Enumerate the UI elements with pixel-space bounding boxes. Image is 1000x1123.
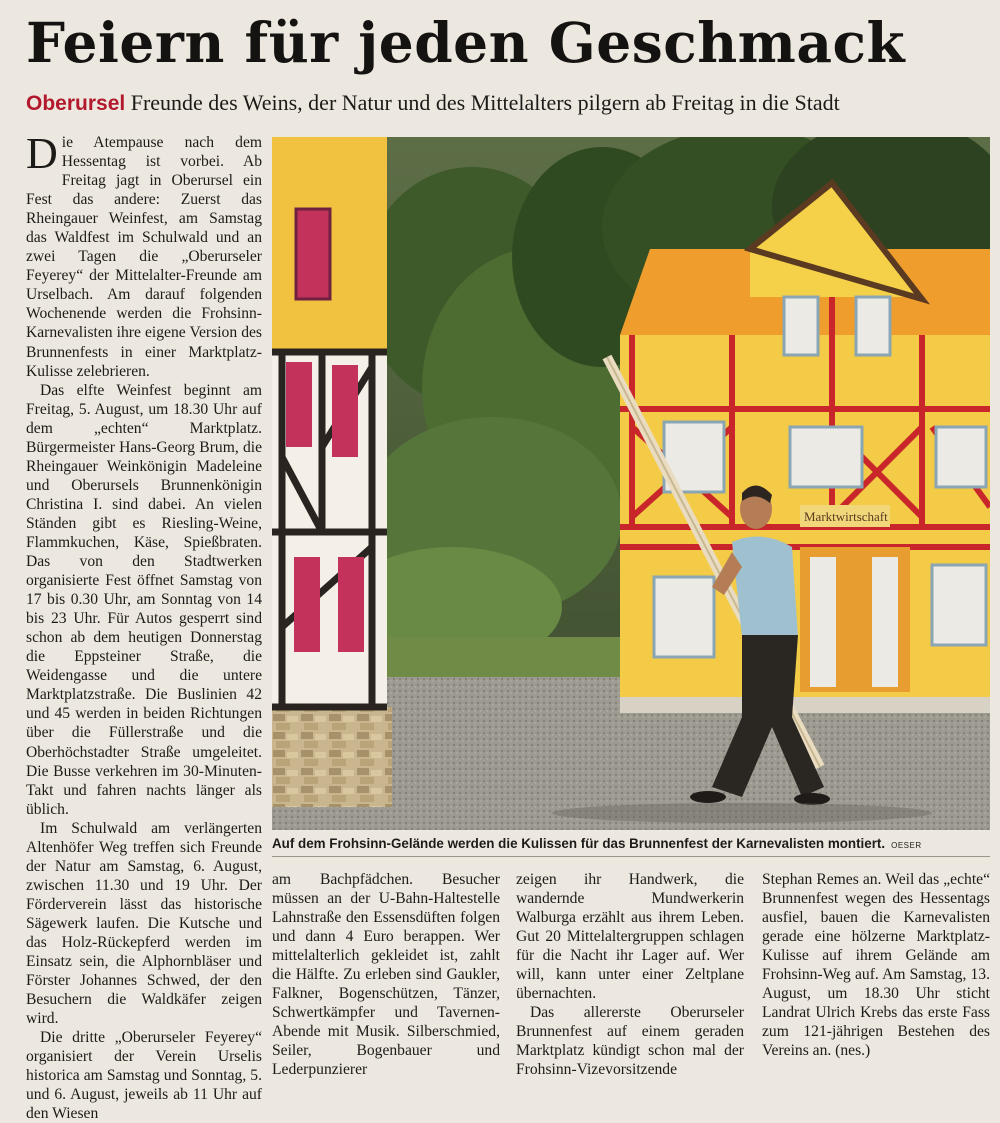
right-house-facade [620, 183, 990, 713]
paragraph: Das elfte Weinfest beginnt am Freitag, 5. August, um 18.30 Uhr auf dem „echten“ Marktplatz. Bürgermeister Hans-Georg Brum, die Rheingauer Weinkönigin Madeleine und Oberursels Brunnenkönigin Christina I. sind dabei. An vielen Ständen gibt es Riesling-Weine, Flammkuchen, Käse, Spießbraten. Das von den Stadtwerken organisierte Fest öffnet Samstag von 17 bis 0.30 Uhr, am Sonntag von 14 bis 23 Uhr. Für Autos gesperrt sind schon ab dem heutigen Donnerstag die Eppsteiner Straße, die Weidengasse und die untere Marktplatzstraße. Die Buslinien 42 und 45 werden in beiden Richtungen über die Füllerstraße und die Oberhöchstadter Straße umgeleitet. Die Busse verkehren im 30-Minuten-Takt und fahren nachts länger als üblich. [26, 381, 262, 818]
paragraph: Im Schulwald am verlängerten Altenhöfer Weg treffen sich Freunde der Natur am Samstag, 6. August, zwischen 11.30 und 19 Uhr. Der Förderverein lässt das historische Sägewerk laufen. Die Kutsche und das Holz-Rückepferd werden im Einsatz sein, die Alphornbläser und Förster Johannes Schwed, der den Besuchern die Waldkäfer zeigen wird. [26, 819, 262, 1028]
caption-divider [272, 856, 990, 857]
news-photo [272, 137, 990, 830]
text-column-2 [272, 870, 500, 1080]
facade-sign: Marktwirtschaft [804, 509, 888, 524]
photo-illustration [272, 137, 990, 830]
text-column-4 [762, 870, 990, 1060]
text-column-1 [26, 129, 262, 1123]
photo-credit: OESER [891, 841, 922, 850]
paragraph: Stephan Remes an. Weil das „echte“ Brunnenfest wegen des Hessentags ausfiel, bauen die Karnevalisten gerade eine hölzerne Marktplatz-Kulisse auf ihrem Gelände am Frohsinn-Weg auf. Am Samstag, 13. August, um 18.30 Uhr sticht Landrat Ulrich Krebs das erste Fass zum 121-jährigen Bestehen des Vereins an. (nes.) [762, 871, 990, 1060]
left-house-facade [272, 137, 392, 807]
caption-text: Auf dem Frohsinn-Gelände werden die Kulissen für das Brunnenfest der Karnevalisten montiert. [272, 836, 886, 851]
headline: Feiern für jeden Geschmack [26, 10, 906, 75]
deck-place: Oberursel [26, 92, 126, 115]
paragraph [26, 129, 262, 381]
deck-text: Freunde des Weins, der Natur und des Mittelalters pilgern ab Freitag in die Stadt [130, 90, 840, 115]
drop-cap: D [26, 129, 58, 178]
paragraph: Die dritte „Oberurseler Feyerey“ organisiert der Verein Urselis historica am Samstag und Sonntag, 5. und 6. August, jeweils ab 11 Uhr auf den Wiesen [26, 1029, 262, 1123]
text-column-3 [516, 870, 744, 1080]
deck [26, 90, 840, 116]
paragraph: am Bachpfädchen. Besucher müssen an der U-Bahn-Haltestelle Lahnstraße den Essensdüften folgen und dann 4 Euro berappen. Wer mittelalterlich gekleidet ist, zahlt die Hälfte. Zu erleben sind Gaukler, Falkner, Bogenschützen, Tänzer, Schwertkämpfer und Tavernen-Abende mit Musik. Silberschmied, Seiler, Bogenbauer und Lederpunzierer [272, 871, 500, 1079]
paragraph-text: ie Atempause nach dem Hessentag ist vorbei. Ab Freitag jagt in Oberursel ein Fest das andere: Zuerst das Rheingauer Weinfest, am Samstag das Waldfest im Schulwald und an zwei Tagen die „Oberurseler Feyerey“ der Mittelalter-Freunde am Urselbach. Am darauf folgenden Wochenende werden die Frohsinn-Karnevalisten ihre eigene Version des Brunnenfests in einer Marktplatz-Kulisse zelebrieren. [26, 134, 262, 380]
paragraph: zeigen ihr Handwerk, die wandernde Mundwerkerin Walburga erzählt aus ihrem Leben. Gut 20 Mittelaltergruppen schlagen für die Nacht ihr Lager auf. Wer will, kann unter einer Zeltplane übernachten. [516, 871, 744, 1003]
photo-caption [272, 836, 990, 851]
paragraph: Das allererste Oberurseler Brunnenfest auf einem geraden Marktplatz kündigt schon mal der Frohsinn-Vizevorsitzende [516, 1004, 744, 1079]
